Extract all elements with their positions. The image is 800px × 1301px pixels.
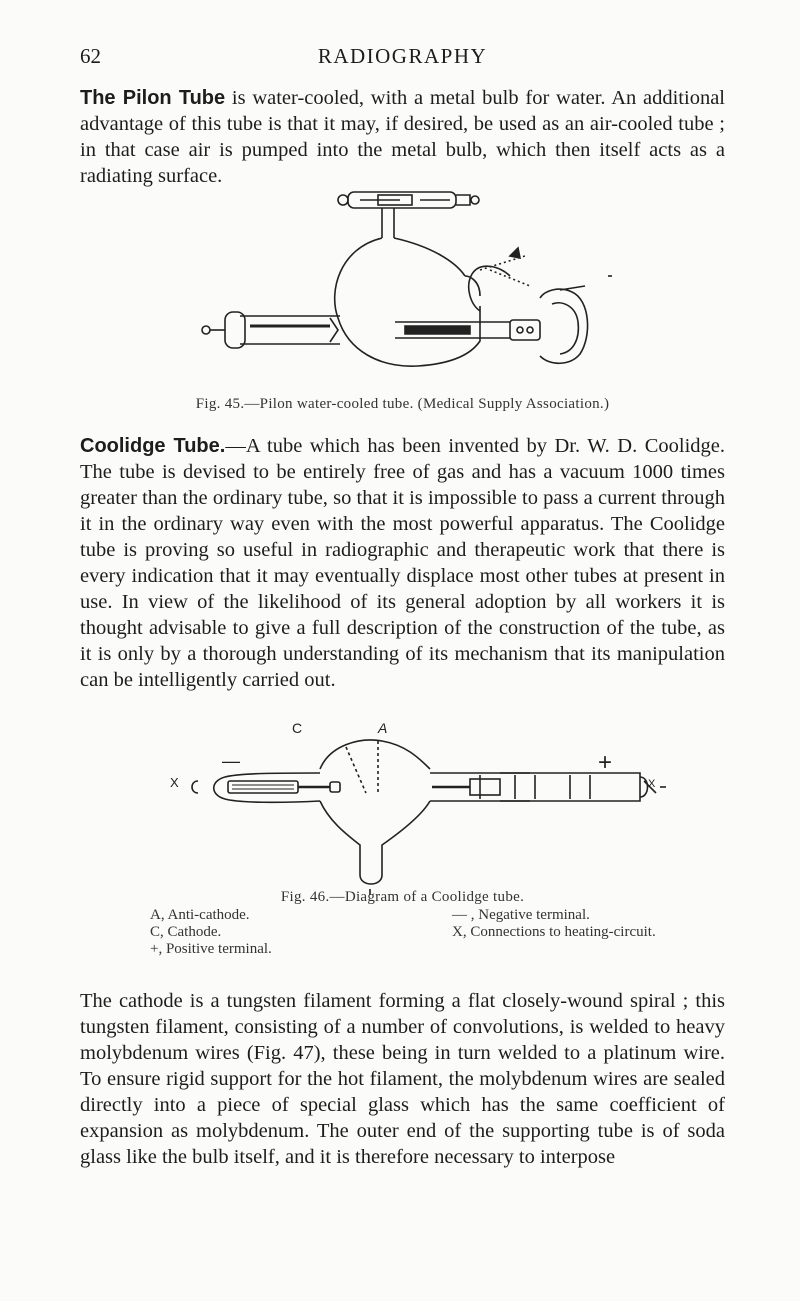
figure-46-caption: Fig. 46.—Diagram of a Coolidge tube. (280, 889, 525, 905)
label-connection-left: X (170, 775, 179, 790)
coolidge-cathode-arm (192, 773, 340, 802)
pilon-cathode-arm (202, 312, 340, 348)
legend-column-left (150, 907, 272, 958)
figure-46-coolidge-diagram (170, 715, 730, 895)
paragraph-text-pilon: is water-cooled, with a metal bulb for water. An additional advantage of this tube is that it may, if desired, be used as an air-cooled tube ; in that case air is pumped into the metal bulb, which then itself acts as a radiating surface. (80, 87, 725, 187)
paragraph-text-coolidge: —A tube which has been invented by Dr. W. D. Coolidge. The tube is devised to be entirely free of gas and has a vacuum 1000 times greater than the ordinary tube, so that it is impossible to pass a current through it in the ordinary way even with the most powerful apparatus. The Coolidge tube is proving so useful in radiographic and therapeutic work that there is every indication that it may eventually displace most other tubes at present in use. In view of the likelihood of its general adoption by all workers it is thought advisable to give a full description of the construction of the tube, as it is only by a thorough understanding of its mechanism that its manipulation can be intelligently carried out. (80, 435, 726, 691)
pilon-glass-bulb (335, 238, 480, 366)
pilon-water-bulb (469, 248, 612, 363)
legend-item: X, Connections to heating-circuit. (452, 924, 656, 940)
legend-item: A, Anti-cathode. (150, 907, 250, 923)
run-in-heading-pilon: The Pilon Tube (80, 87, 226, 109)
label-anticathode: A (378, 720, 388, 736)
coolidge-bulb (320, 740, 430, 895)
paragraph-text-cathode: The cathode is a tungsten filament forming a flat closely-wound spiral ; this tungsten filament, consisting of a number of convolutions, is welded to heavy molybdenum wires (Fig. 47), these being in turn welded to a platinum wire. To ensure rigid support for the hot filament, the molybdenum wires are sealed directly into a piece of special glass which has the same coefficient of expansion as molybdenum. The outer end of the supporting tube is of soda glass like the bulb itself, and it is therefore necessary to interpose (80, 990, 725, 1168)
paragraph-coolidge-tube (80, 433, 725, 693)
figure-45-pilon-tube (180, 186, 630, 382)
page-number: 62 (80, 44, 101, 68)
run-in-heading-coolidge: Coolidge Tube. (80, 435, 226, 457)
label-connection-right: X (648, 778, 656, 790)
page-header (80, 44, 725, 74)
paragraph-cathode-description (80, 988, 725, 1170)
legend-item: +, Positive terminal. (150, 941, 272, 957)
paragraph-pilon-tube (80, 85, 725, 189)
label-positive-terminal: + (598, 749, 613, 776)
coolidge-anode-arm (430, 773, 656, 801)
pilon-anode-stem (395, 320, 540, 340)
legend-item: C, Cathode. (150, 924, 222, 940)
figure-45-caption: Fig. 45.—Pilon water-cooled tube. (Medical Supply Association.) (195, 396, 610, 412)
running-head: RADIOGRAPHY (317, 44, 488, 68)
label-cathode: C (292, 720, 303, 736)
legend-column-right (452, 907, 656, 941)
pilon-top-arm (338, 192, 479, 238)
label-negative-terminal: — (222, 751, 240, 771)
legend-item: — , Negative terminal. (452, 907, 590, 923)
